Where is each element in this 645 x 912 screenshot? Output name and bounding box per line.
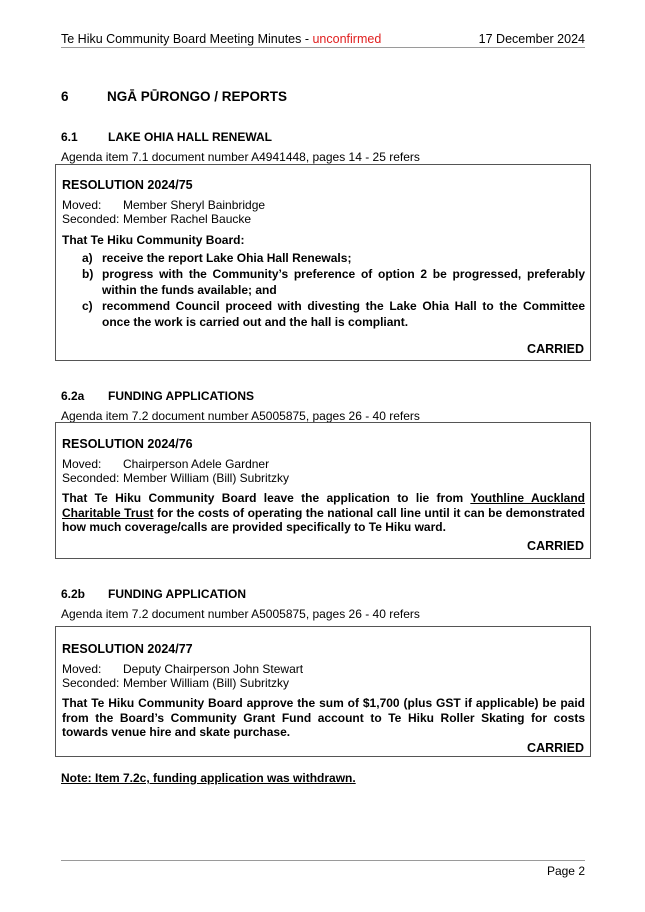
resolution-intro: That Te Hiku Community Board: [62,233,245,247]
resolution-box-2024-75 [55,164,591,361]
page-footer [61,860,585,878]
resolution-text: That Te Hiku Community Board leave the application to lie from Youthline Auckland Charitable Trust for the costs of operating the national call line until it can be demonstrated how much coverage/calls are provided specifically to Te Hiku ward. [62,491,586,534]
page-header [61,31,585,48]
moved-line: Moved: Member Sheryl Bainbridge [62,198,266,212]
organisation-name: Youthline Auckland Charitable Trust [62,491,586,520]
page-number: Page 2 [546,864,585,878]
moved-line: Moved: Deputy Chairperson John Stewart [62,662,304,676]
item-title: FUNDING APPLICATIONS [108,389,254,403]
section-heading [61,89,287,104]
agenda-reference: Agenda item 7.1 document number A4941448, pages 14 - 25 refers [61,150,420,164]
seconded-line: Seconded: Member William (Bill) Subritzky [62,471,290,485]
list-item: c) recommend Council proceed with divesting the Lake Ohia Hall to the Committee once the work is carried out and the hall is compliant. [82,299,585,329]
moved-line: Moved: Chairperson Adele Gardner [62,457,270,471]
item-heading-6-2b [61,587,246,601]
item-title: FUNDING APPLICATION [108,587,246,601]
resolution-title: RESOLUTION 2024/75 [62,178,193,192]
list-item: b) progress with the Community’s preference of option 2 be progressed, preferably within the funds available; and [82,267,585,297]
agenda-reference: Agenda item 7.2 document number A5005875, pages 26 - 40 refers [61,409,420,423]
agenda-reference: Agenda item 7.2 document number A5005875, pages 26 - 40 refers [61,607,420,621]
item-number: 6.1 [61,130,78,144]
withdrawal-note: Note: Item 7.2c, funding application was withdrawn. [61,771,356,785]
item-title: LAKE OHIA HALL RENEWAL [108,130,272,144]
item-number: 6.2a [61,389,85,403]
item-heading-6-2a [61,389,254,403]
resolution-list [82,250,585,330]
meeting-date: 17 December 2024 [478,32,585,46]
item-number: 6.2b [61,587,86,601]
carried-label: CARRIED [527,539,584,553]
unconfirmed-status: unconfirmed [312,32,382,46]
seconded-line: Seconded: Member Rachel Baucke [62,212,252,226]
resolution-box-2024-76 [55,422,591,559]
resolution-text: That Te Hiku Community Board approve the sum of $1,700 (plus GST if applicable) be paid from the Board’s Community Grant Fund account to Te Hiku Roller Skating for costs towards venue hire and skate purchase. [62,696,585,739]
resolution-title: RESOLUTION 2024/76 [62,437,193,451]
carried-label: CARRIED [527,342,584,356]
resolution-title: RESOLUTION 2024/77 [62,642,193,656]
document-title: Te Hiku Community Board Meeting Minutes - unconfirmed [61,32,382,46]
item-heading-6-1 [61,130,272,144]
list-item: a) receive the report Lake Ohia Hall Renewals; [82,251,352,265]
section-number: 6 [61,89,69,104]
section-title: NGĀ PŪRONGO / REPORTS [107,89,288,104]
seconded-line: Seconded: Member William (Bill) Subritzky [62,676,290,690]
resolution-box-2024-77 [55,626,591,757]
carried-label: CARRIED [527,741,584,755]
